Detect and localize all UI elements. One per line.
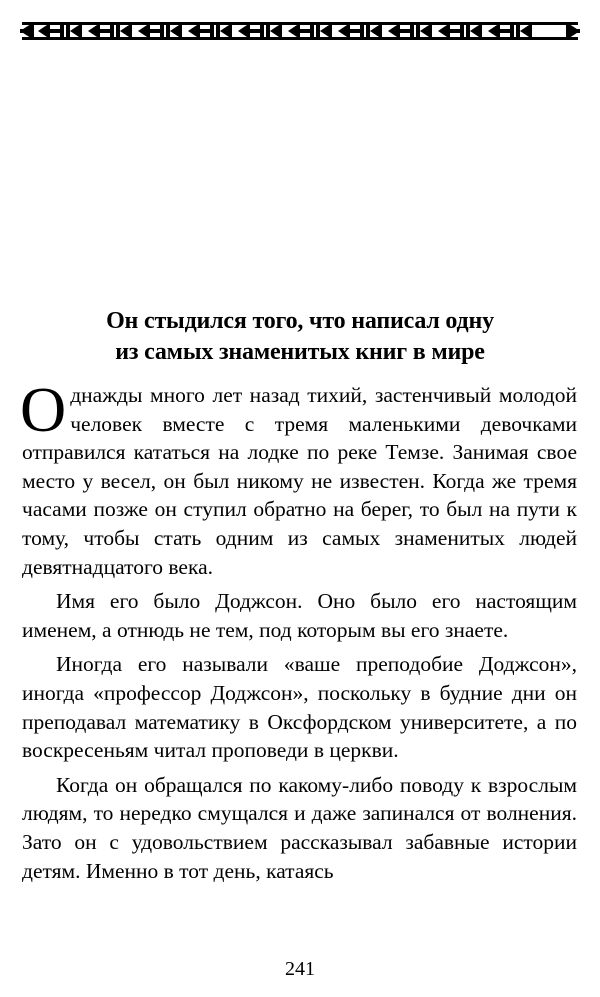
chapter-body	[20, 374, 577, 891]
paragraph-1	[20, 374, 577, 581]
paragraph-4: Когда он обращался по какому-либо поводу к взрослым людям, то нередко смущался и даже запинался от волнения. Зато он с удовольствием рассказывал забавные истории детям. Именно в тот день, катаясь	[22, 772, 577, 883]
drop-cap: О	[20, 374, 67, 445]
chapter-title-line-2: из самых знаменитых книг в мире	[115, 339, 485, 365]
paragraph-2: Имя его было Доджсон. Оно было его настоящим именем, а отнюдь не тем, под которым вы его знаете.	[22, 589, 577, 642]
paragraph-3: Иногда его называли «ваше преподобие Доджсон», иногда «профессор Доджсон», поскольку в будние дни он преподавал математику в Оксфордском университете, а по воскресеньям читал проповеди в церкви.	[22, 652, 577, 763]
chapter-title	[40, 306, 560, 368]
paragraph-1-text: днажды много лет назад тихий, застенчивый молодой человек вместе с тремя маленькими девочками отправился кататься на лодке по реке Темзе. Занимая свое место у весел, он был никому не известен. Когда же тремя часами позже он ступил обратно на берег, то был на пути к тому, чтобы стать одним из самых знаменитых людей девятнадцатого века.	[22, 383, 577, 579]
page-number: 241	[285, 958, 315, 980]
chapter-title-line-1: Он стыдился того, что написал одну	[106, 308, 494, 334]
decorative-border-ornament	[20, 18, 580, 44]
